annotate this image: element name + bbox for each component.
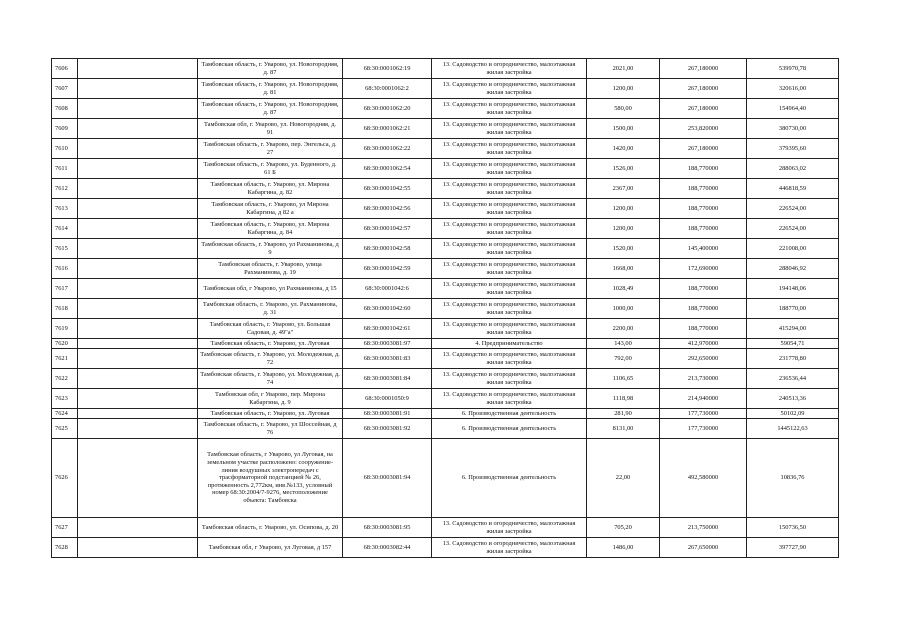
address-cell: Тамбовская область, г. Уварово, ул Рахманинова, д 9: [198, 239, 343, 259]
land-use-cell: 13. Садоводство и огородничество, малоэтажная жилая застройка: [432, 119, 587, 139]
row-number: 7608: [52, 99, 78, 119]
land-use-cell: 13. Садоводство и огородничество, малоэтажная жилая застройка: [432, 369, 587, 389]
empty-cell: [78, 419, 198, 439]
empty-cell: [78, 79, 198, 99]
empty-cell: [78, 239, 198, 259]
empty-cell: [78, 259, 198, 279]
area-cell: 2200,00: [587, 319, 660, 339]
row-number: 7616: [52, 259, 78, 279]
row-number: 7619: [52, 319, 78, 339]
empty-cell: [78, 319, 198, 339]
cadastral-value-cell: 415294,00: [747, 319, 839, 339]
area-cell: 2367,00: [587, 179, 660, 199]
table-row: [52, 339, 839, 349]
area-cell: 281,90: [587, 409, 660, 419]
cadastral-number-cell: 68:30:0001062:2: [343, 79, 432, 99]
area-cell: 1028,49: [587, 279, 660, 299]
address-cell: Тамбовская область, г. Уварово, ул. Мирона Кабаргина, д. 82: [198, 179, 343, 199]
table-row: [52, 159, 839, 179]
address-cell: Тамбовская обл, г Уварово, пер. Мирона Кабаргина, д. 9: [198, 389, 343, 409]
address-cell: Тамбовская область, г. Уварово, ул. Молодежная, д. 74: [198, 369, 343, 389]
land-use-cell: 13. Садоводство и огородничество, малоэтажная жилая застройка: [432, 518, 587, 538]
cadastral-value-cell: 226524,00: [747, 219, 839, 239]
area-cell: 2021,00: [587, 59, 660, 79]
empty-cell: [78, 219, 198, 239]
area-cell: 1200,00: [587, 79, 660, 99]
cadastral-number-cell: 68:30:0001062:22: [343, 139, 432, 159]
table-row: [52, 79, 839, 99]
table-row: [52, 279, 839, 299]
land-use-cell: 13. Садоводство и огородничество, малоэтажная жилая застройка: [432, 179, 587, 199]
area-cell: 1668,00: [587, 259, 660, 279]
land-use-cell: 13. Садоводство и огородничество, малоэтажная жилая застройка: [432, 259, 587, 279]
table-row: [52, 239, 839, 259]
land-use-cell: 13. Садоводство и огородничество, малоэтажная жилая застройка: [432, 99, 587, 119]
specific-value-cell: 253,820000: [660, 119, 747, 139]
cadastral-value-cell: 288063,02: [747, 159, 839, 179]
address-cell: Тамбовская область, г. Уварово, ул. Новогородняя, д. 87: [198, 99, 343, 119]
cadastral-number-cell: 68:30:0001042:59: [343, 259, 432, 279]
table-row: [52, 219, 839, 239]
cadastral-value-cell: 194148,06: [747, 279, 839, 299]
area-cell: 1520,00: [587, 239, 660, 259]
specific-value-cell: 145,400000: [660, 239, 747, 259]
land-use-cell: 13. Садоводство и огородничество, малоэтажная жилая застройка: [432, 349, 587, 369]
row-number: 7621: [52, 349, 78, 369]
cadastral-value-cell: 240513,36: [747, 389, 839, 409]
specific-value-cell: 188,770000: [660, 279, 747, 299]
empty-cell: [78, 538, 198, 558]
specific-value-cell: 267,180000: [660, 79, 747, 99]
table-row: [52, 419, 839, 439]
table-row: [52, 299, 839, 319]
land-use-cell: 13. Садоводство и огородничество, малоэтажная жилая застройка: [432, 239, 587, 259]
row-number: 7613: [52, 199, 78, 219]
cadastral-number-cell: 68:30:0003081:97: [343, 339, 432, 349]
table-row: [52, 59, 839, 79]
land-use-cell: 13. Садоводство и огородничество, малоэтажная жилая застройка: [432, 319, 587, 339]
cadastral-value-cell: 380730,00: [747, 119, 839, 139]
table-row: [52, 199, 839, 219]
address-cell: Тамбовская область, г Уварово, ул Луговая, на земельном участке расположено: сооружение-линия воздушных электропередач с трасформаторной подстанцией № 26, протяженность 2,772км, инв.№133, условный номер 68:30:2004/7-9276, местоположение объекта: Тамбовска: [198, 439, 343, 518]
cadastral-value-cell: 288046,92: [747, 259, 839, 279]
empty-cell: [78, 349, 198, 369]
land-use-cell: 4. Предпринимательство: [432, 339, 587, 349]
specific-value-cell: 267,650000: [660, 538, 747, 558]
empty-cell: [78, 409, 198, 419]
empty-cell: [78, 159, 198, 179]
land-use-cell: 13. Садоводство и огородничество, малоэтажная жилая застройка: [432, 219, 587, 239]
row-number: 7617: [52, 279, 78, 299]
specific-value-cell: 172,690000: [660, 259, 747, 279]
cadastral-number-cell: 68:30:0001042:60: [343, 299, 432, 319]
land-use-cell: 13. Садоводство и огородничество, малоэтажная жилая застройка: [432, 538, 587, 558]
specific-value-cell: 188,770000: [660, 179, 747, 199]
area-cell: 8131,00: [587, 419, 660, 439]
table-row: [52, 349, 839, 369]
specific-value-cell: 177,730000: [660, 409, 747, 419]
table-body: [52, 59, 839, 558]
empty-cell: [78, 279, 198, 299]
land-use-cell: 6. Производственная деятельность: [432, 419, 587, 439]
area-cell: 1000,00: [587, 299, 660, 319]
cadastral-number-cell: 68:30:0001062:20: [343, 99, 432, 119]
cadastral-number-cell: 68:30:0003081:95: [343, 518, 432, 538]
land-use-cell: 13. Садоводство и огородничество, малоэтажная жилая застройка: [432, 159, 587, 179]
empty-cell: [78, 119, 198, 139]
empty-cell: [78, 59, 198, 79]
address-cell: Тамбовская область, г. Уварово, ул. Новогородняя, д. 81: [198, 79, 343, 99]
address-cell: Тамбовская область, г. Уварово, улица Рахманинова, д. 19: [198, 259, 343, 279]
table-row: [52, 99, 839, 119]
empty-cell: [78, 369, 198, 389]
row-number: 7610: [52, 139, 78, 159]
cadastral-value-cell: 226524,00: [747, 199, 839, 219]
table-row: [52, 439, 839, 518]
address-cell: Тамбовская обл, г. Уварово, ул. Новогородняя, д. 91: [198, 119, 343, 139]
area-cell: 1118,98: [587, 389, 660, 409]
address-cell: Тамбовская область, г. Уварово, ул. Рахманинова, д. 31: [198, 299, 343, 319]
cadastral-number-cell: 68:30:0001062:21: [343, 119, 432, 139]
cadastral-value-cell: 221008,00: [747, 239, 839, 259]
land-use-cell: 13. Садоводство и огородничество, малоэтажная жилая застройка: [432, 279, 587, 299]
cadastral-number-cell: 68:30:0003081:92: [343, 419, 432, 439]
address-cell: Тамбовская область, г. Уварово, ул. Мирона Кабаргина, д. 84: [198, 219, 343, 239]
area-cell: 1200,00: [587, 219, 660, 239]
cadastral-value-cell: 10836,76: [747, 439, 839, 518]
land-use-cell: 13. Садоводство и огородничество, малоэтажная жилая застройка: [432, 389, 587, 409]
specific-value-cell: 188,770000: [660, 219, 747, 239]
cadastral-number-cell: 68:30:0001062:54: [343, 159, 432, 179]
land-use-cell: 13. Садоводство и огородничество, малоэтажная жилая застройка: [432, 59, 587, 79]
area-cell: 1420,00: [587, 139, 660, 159]
table-row: [52, 119, 839, 139]
cadastral-value-cell: 397727,90: [747, 538, 839, 558]
address-cell: Тамбовская область, г. Уварово, ул. Осипова, д. 20: [198, 518, 343, 538]
empty-cell: [78, 139, 198, 159]
specific-value-cell: 267,180000: [660, 99, 747, 119]
specific-value-cell: 188,770000: [660, 199, 747, 219]
cadastral-value-cell: 150736,50: [747, 518, 839, 538]
empty-cell: [78, 339, 198, 349]
empty-cell: [78, 299, 198, 319]
specific-value-cell: 214,940000: [660, 389, 747, 409]
address-cell: Тамбовская область, г. Уварово, ул. Буденного, д. 61 Б: [198, 159, 343, 179]
specific-value-cell: 188,770000: [660, 159, 747, 179]
row-number: 7628: [52, 538, 78, 558]
table-row: [52, 319, 839, 339]
cadastral-value-table: [51, 58, 839, 558]
address-cell: Тамбовская область, г. Уварово, ул. Молодежная, д. 72: [198, 349, 343, 369]
cadastral-number-cell: 68:30:0001062:19: [343, 59, 432, 79]
specific-value-cell: 492,580000: [660, 439, 747, 518]
table-row: [52, 369, 839, 389]
address-cell: Тамбовская область, г. Уварово, ул. Луговая: [198, 409, 343, 419]
table-row: [52, 538, 839, 558]
cadastral-value-cell: 446818,59: [747, 179, 839, 199]
cadastral-value-cell: 231778,80: [747, 349, 839, 369]
area-cell: 1486,00: [587, 538, 660, 558]
row-number: 7606: [52, 59, 78, 79]
empty-cell: [78, 439, 198, 518]
area-cell: 580,00: [587, 99, 660, 119]
land-use-cell: 6. Производственная деятельность: [432, 409, 587, 419]
area-cell: 22,00: [587, 439, 660, 518]
empty-cell: [78, 179, 198, 199]
address-cell: Тамбовская обл, г Уварово, ул Рахманинова, д 15: [198, 279, 343, 299]
cadastral-value-cell: 50102,09: [747, 409, 839, 419]
specific-value-cell: 267,180000: [660, 59, 747, 79]
area-cell: 1200,00: [587, 199, 660, 219]
cadastral-number-cell: 68:30:0003081:91: [343, 409, 432, 419]
specific-value-cell: 213,730000: [660, 369, 747, 389]
specific-value-cell: 213,750000: [660, 518, 747, 538]
table-row: [52, 518, 839, 538]
area-cell: 143,00: [587, 339, 660, 349]
address-cell: Тамбовская область, г. Уварово, ул. Большая Садовая, д. 49"а": [198, 319, 343, 339]
table-row: [52, 139, 839, 159]
land-use-cell: 13. Садоводство и огородничество, малоэтажная жилая застройка: [432, 139, 587, 159]
address-cell: Тамбовская область, г. Уварово, пер. Энгельса, д. 27: [198, 139, 343, 159]
specific-value-cell: 292,650000: [660, 349, 747, 369]
specific-value-cell: 188,770000: [660, 299, 747, 319]
land-use-cell: 6. Производственная деятельность: [432, 439, 587, 518]
cadastral-number-cell: 68:30:0001042:57: [343, 219, 432, 239]
area-cell: 1106,65: [587, 369, 660, 389]
land-use-cell: 13. Садоводство и огородничество, малоэтажная жилая застройка: [432, 299, 587, 319]
address-cell: Тамбовская область, г. Уварово, ул. Луговая: [198, 339, 343, 349]
cadastral-number-cell: 68:30:0001042:55: [343, 179, 432, 199]
row-number: 7611: [52, 159, 78, 179]
cadastral-value-cell: 379395,60: [747, 139, 839, 159]
row-number: 7622: [52, 369, 78, 389]
row-number: 7614: [52, 219, 78, 239]
table-row: [52, 259, 839, 279]
cadastral-number-cell: 68:30:0003081:84: [343, 369, 432, 389]
address-cell: Тамбовская область, г. Уварово, ул Мирона Кабаргина, д 82 а: [198, 199, 343, 219]
address-cell: Тамбовская область, г. Уварово, ул. Новогородняя, д. 87: [198, 59, 343, 79]
land-use-cell: 13. Садоводство и огородничество, малоэтажная жилая застройка: [432, 199, 587, 219]
row-number: 7607: [52, 79, 78, 99]
cadastral-number-cell: 68:30:0003081:83: [343, 349, 432, 369]
cadastral-value-cell: 154964,40: [747, 99, 839, 119]
land-use-cell: 13. Садоводство и огородничество, малоэтажная жилая застройка: [432, 79, 587, 99]
empty-cell: [78, 99, 198, 119]
row-number: 7609: [52, 119, 78, 139]
cadastral-number-cell: 68:30:0003082:44: [343, 538, 432, 558]
cadastral-number-cell: 68:30:0001042:61: [343, 319, 432, 339]
table-row: [52, 179, 839, 199]
table-row: [52, 409, 839, 419]
cadastral-value-cell: 59054,71: [747, 339, 839, 349]
area-cell: 1500,00: [587, 119, 660, 139]
cadastral-value-cell: 539970,78: [747, 59, 839, 79]
empty-cell: [78, 199, 198, 219]
table-row: [52, 389, 839, 409]
address-cell: Тамбовская обл, г Уварово, ул Луговая, д 157: [198, 538, 343, 558]
row-number: 7612: [52, 179, 78, 199]
cadastral-value-cell: 320616,00: [747, 79, 839, 99]
cadastral-number-cell: 68:30:0003081:94: [343, 439, 432, 518]
cadastral-value-cell: 1445122,63: [747, 419, 839, 439]
specific-value-cell: 412,970000: [660, 339, 747, 349]
cadastral-value-cell: 188770,00: [747, 299, 839, 319]
row-number: 7623: [52, 389, 78, 409]
row-number: 7627: [52, 518, 78, 538]
empty-cell: [78, 518, 198, 538]
address-cell: Тамбовская область, г. Уварово, ул Шоссейная, д 76: [198, 419, 343, 439]
row-number: 7618: [52, 299, 78, 319]
specific-value-cell: 177,730000: [660, 419, 747, 439]
row-number: 7615: [52, 239, 78, 259]
empty-cell: [78, 389, 198, 409]
area-cell: 1526,00: [587, 159, 660, 179]
area-cell: 792,00: [587, 349, 660, 369]
area-cell: 705,20: [587, 518, 660, 538]
cadastral-number-cell: 68:30:0001042:56: [343, 199, 432, 219]
row-number: 7626: [52, 439, 78, 518]
cadastral-number-cell: 68:30:0001050:9: [343, 389, 432, 409]
row-number: 7625: [52, 419, 78, 439]
row-number: 7620: [52, 339, 78, 349]
cadastral-number-cell: 68:30:0001042:6: [343, 279, 432, 299]
specific-value-cell: 267,180000: [660, 139, 747, 159]
row-number: 7624: [52, 409, 78, 419]
cadastral-number-cell: 68:30:0001042:58: [343, 239, 432, 259]
cadastral-value-cell: 236536,44: [747, 369, 839, 389]
specific-value-cell: 188,770000: [660, 319, 747, 339]
